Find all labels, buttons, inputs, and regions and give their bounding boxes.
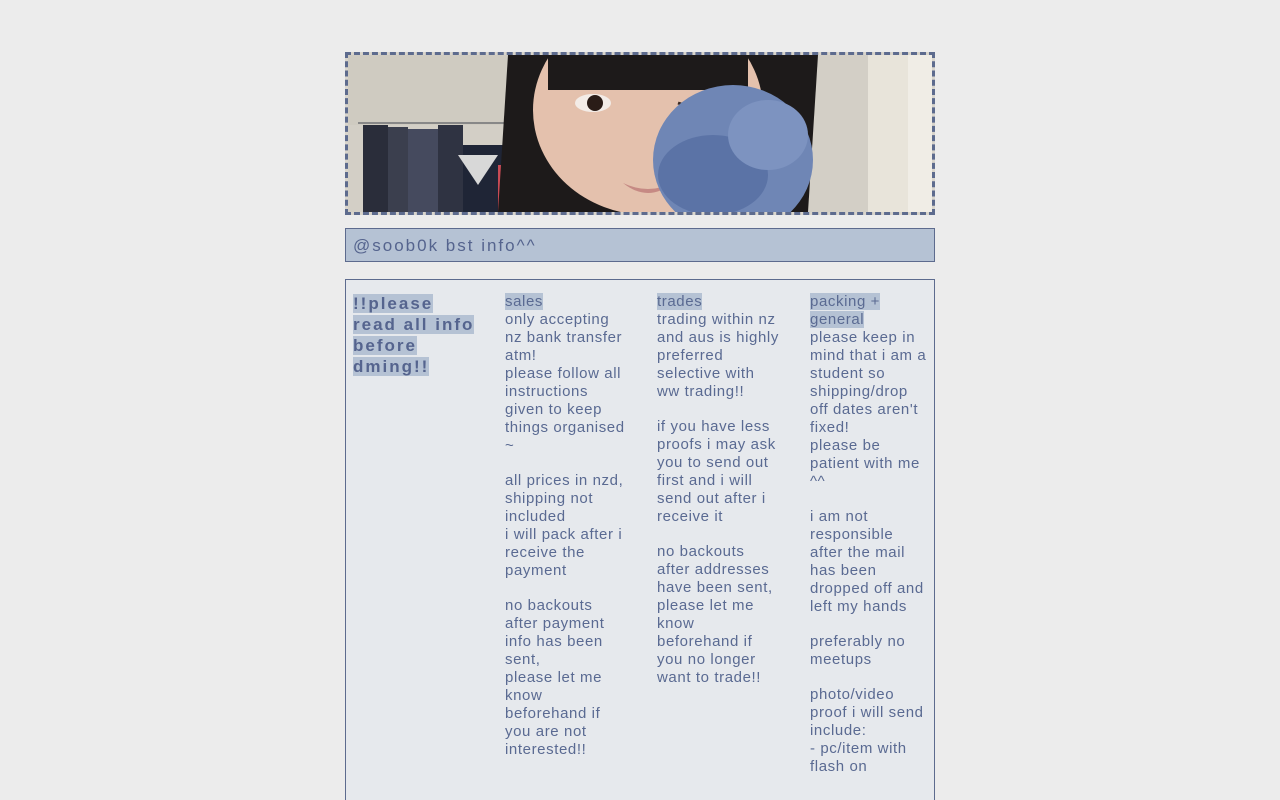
packing-paragraph: i am not responsible after the mail has been dropped off and left my hands [810, 508, 924, 615]
trades-paragraph: trading within nz and aus is highly preferred selective with ww trading!! [657, 311, 779, 400]
sales-paragraph: no backouts after payment info has been sent, please let me know beforehand if you are not interested!! [505, 597, 605, 758]
packing-heading: packing + general [810, 293, 881, 328]
warning-text: !!please read all info before dming!! [353, 294, 475, 376]
sales-paragraph: only accepting nz bank transfer atm! please follow all instructions given to keep things organised ~ [505, 311, 625, 454]
trades-paragraph: no backouts after addresses have been sent, please let me know beforehand if you no longer want to trade!! [657, 543, 773, 686]
packing-paragraph: please keep in mind that i am a student so shipping/drop off dates aren't fixed! please be patient with me ^^ [810, 329, 927, 490]
banner-photo [348, 55, 932, 212]
packing-paragraph: preferably no meetups [810, 633, 906, 668]
packing-column [810, 293, 930, 793]
trades-paragraph: if you have less proofs i may ask you to send out first and i will send out after i receive it [657, 418, 776, 525]
page-title: @soob0k bst info^^ [353, 236, 537, 255]
title-bar [345, 228, 935, 262]
sales-paragraph: all prices in nzd, shipping not included i will pack after i receive the payment [505, 472, 624, 579]
info-box [345, 279, 935, 800]
trades-heading: trades [657, 293, 703, 310]
banner-image [345, 52, 935, 215]
trades-column [657, 293, 781, 704]
packing-paragraph: photo/video proof i will send include: - pc/item with flash on [810, 686, 924, 775]
sales-heading: sales [505, 293, 544, 310]
sales-column [505, 293, 627, 776]
warning-column [353, 293, 483, 377]
